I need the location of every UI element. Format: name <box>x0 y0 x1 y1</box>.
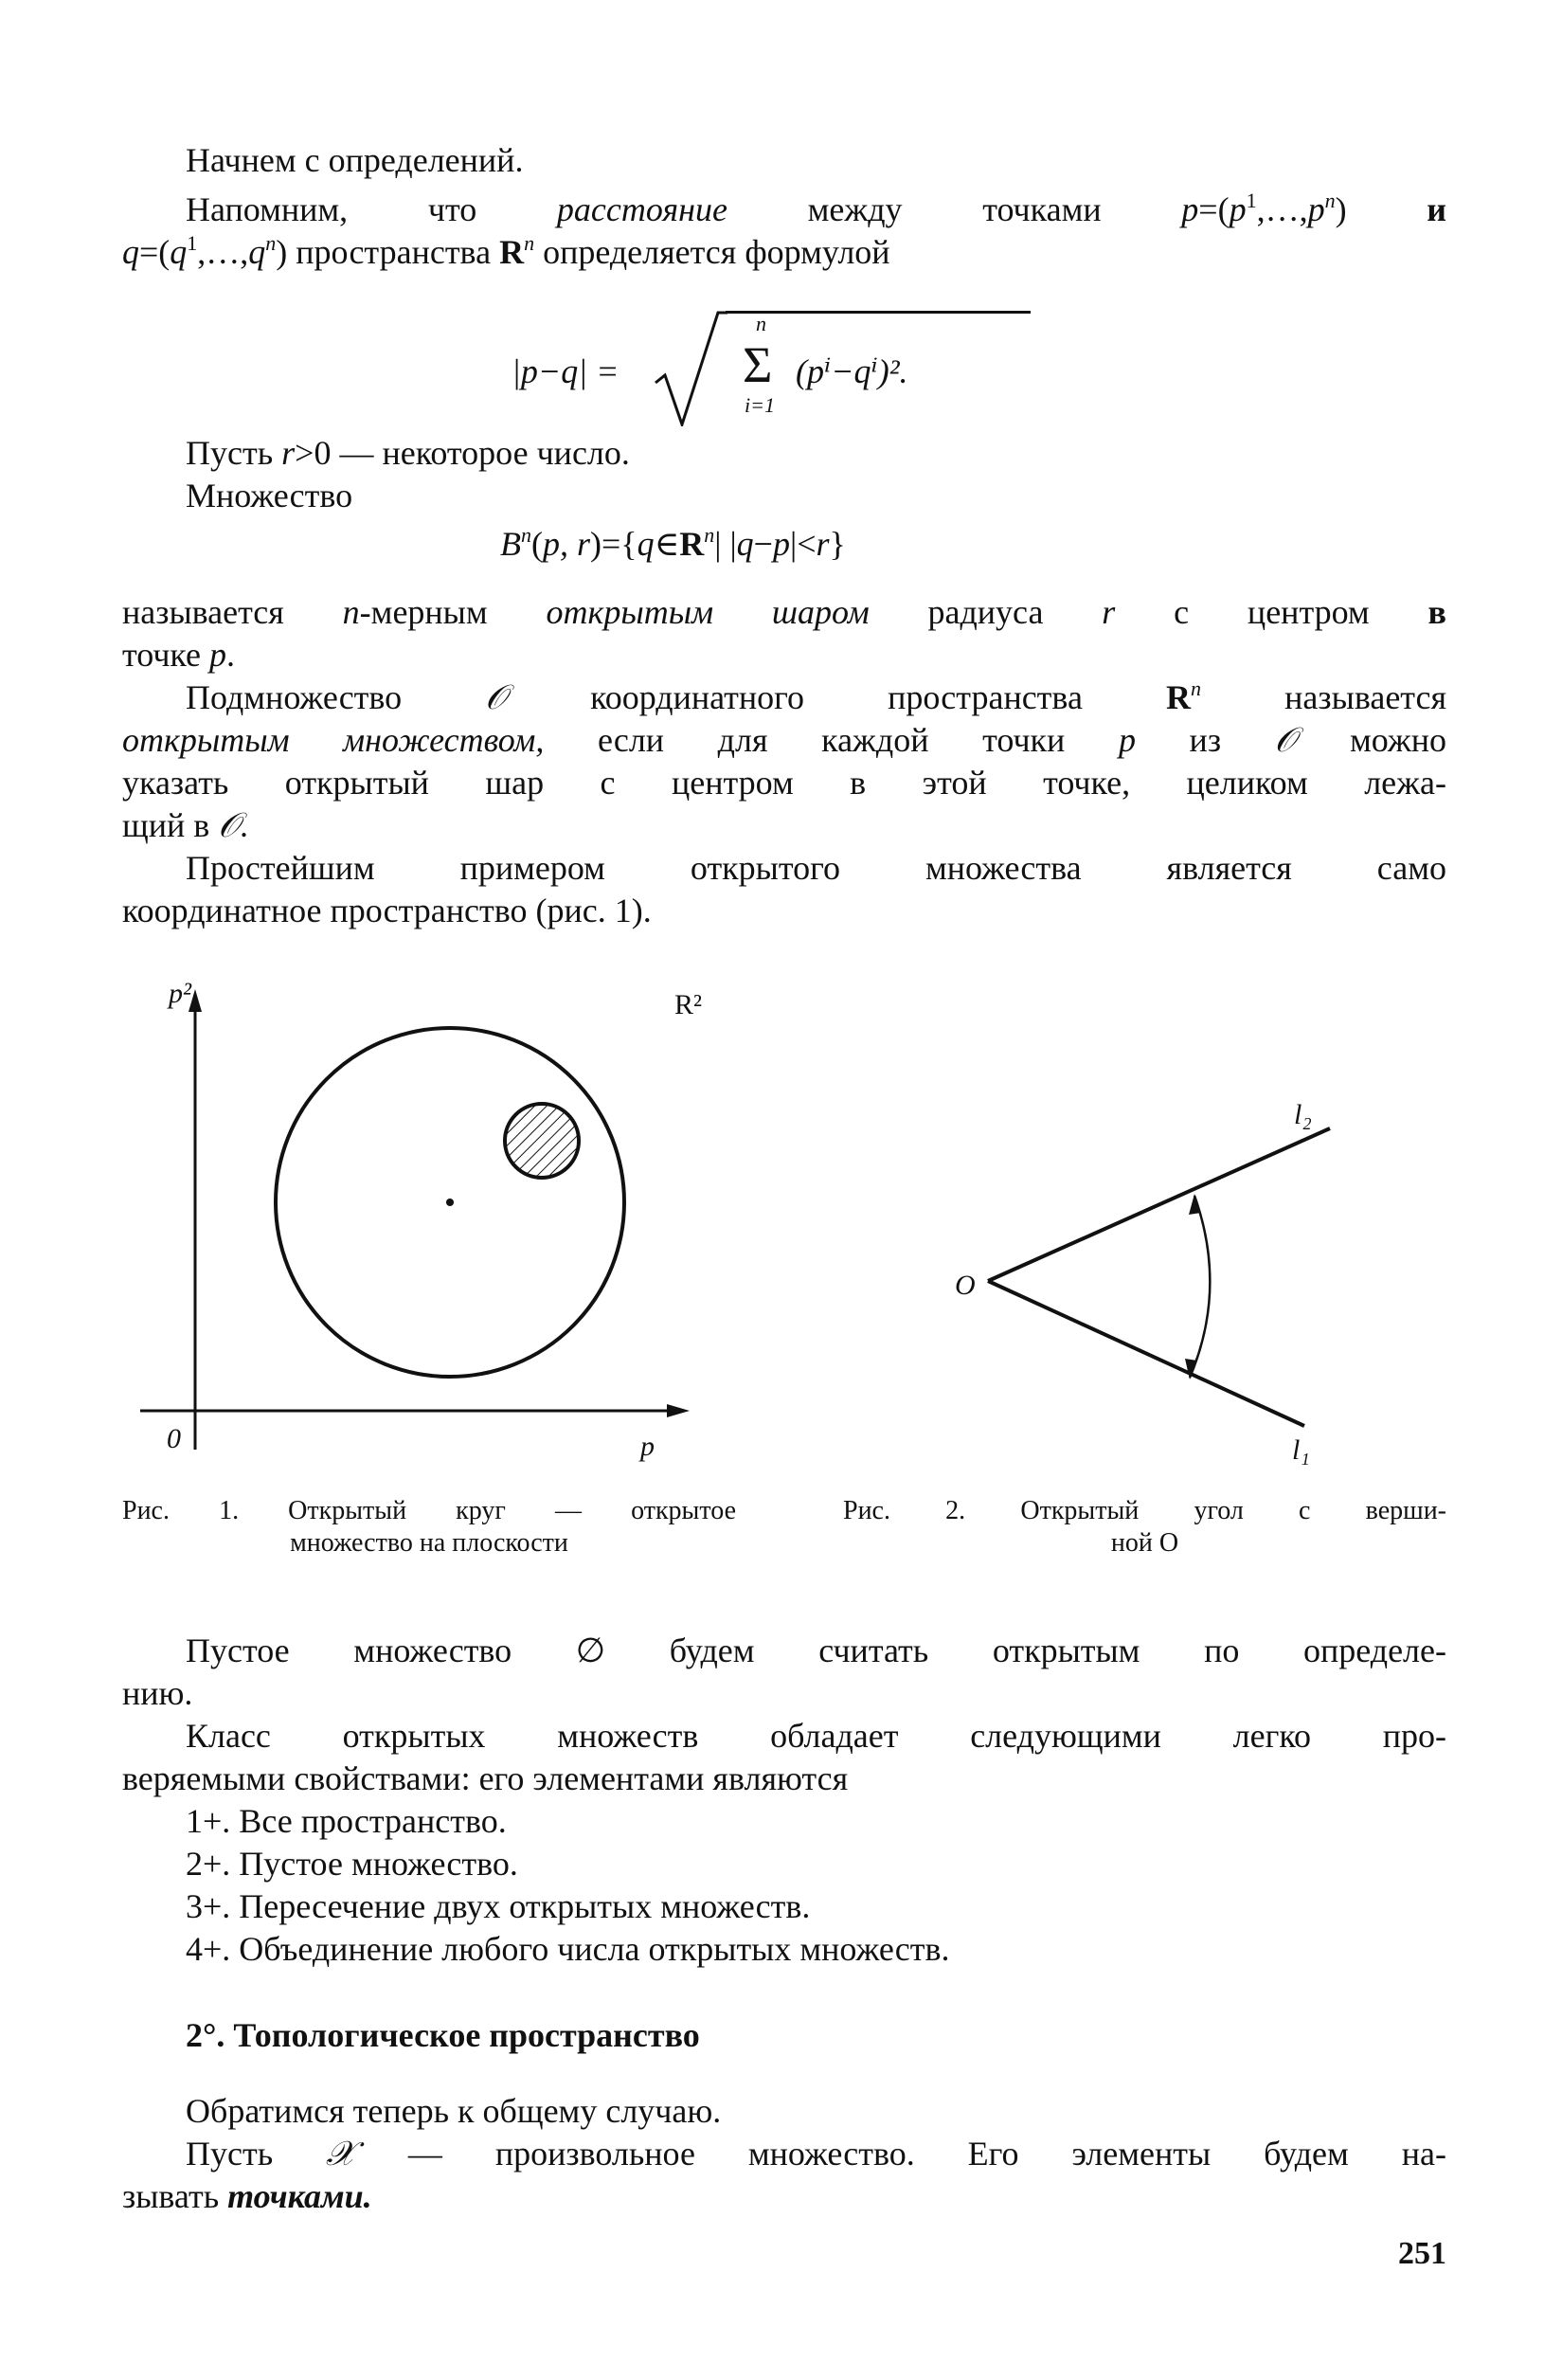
text-segment: =( <box>139 233 171 271</box>
text-segment: 2+. Пустое множество. <box>186 1845 518 1883</box>
text-segment: 1 <box>1246 189 1257 212</box>
formula-segment: r <box>816 525 830 563</box>
text-segment: . <box>239 806 248 844</box>
text-segment: 3+. Пересечение двух открытых множеств. <box>186 1887 811 1925</box>
text-segment: открытым множеством, <box>122 721 545 759</box>
text-segment: 1+. Все пространство. <box>186 1802 507 1840</box>
ray-l1 <box>988 1281 1304 1426</box>
y-axis-label: p² <box>169 978 191 1009</box>
text-segment: R <box>1166 678 1192 716</box>
text-segment: p <box>1229 190 1247 228</box>
text-segment: 4+. Объединение любого числа открытых множеств. <box>186 1930 950 1968</box>
text-segment: R <box>499 233 525 271</box>
text-segment: -мерным <box>359 593 547 631</box>
text-segment: расстояние <box>556 190 727 228</box>
vertex-label: O <box>955 1270 976 1301</box>
caption-1-line-1: Рис. 1. Открытый круг — открытое <box>122 1496 736 1525</box>
text-segment: щий в <box>122 806 219 844</box>
text-segment: p <box>1118 721 1136 759</box>
text-segment: Начнем с определений. <box>186 141 524 179</box>
arc-arrow-up-icon <box>1189 1194 1201 1215</box>
text-segment: n <box>524 231 535 255</box>
text-segment: с центром <box>1115 593 1428 631</box>
formula-segment: ( <box>531 525 543 563</box>
text-segment: 𝒳 <box>326 2135 356 2173</box>
angle-arc <box>1190 1196 1210 1378</box>
text-segment: q <box>248 233 266 271</box>
page-number: 251 <box>1398 2236 1446 2271</box>
text-segment: — произвольное множество. Его элементы будем на- <box>355 2135 1446 2173</box>
formula-segment: n <box>521 523 531 547</box>
sum-body: (pⁱ−qⁱ)². <box>796 352 908 390</box>
text-segment: точками. <box>227 2177 372 2215</box>
text-segment: r <box>281 434 296 472</box>
text-segment: указать открытый шар с центром в этой точке, целиком лежа- <box>122 764 1446 802</box>
text-segment: определяется формулой <box>534 233 890 271</box>
text-segment: зывать <box>122 2177 228 2215</box>
text-segment: Класс открытых множеств обладает следующими легко про- <box>186 1717 1446 1755</box>
figure-1-caption <box>122 1495 736 1560</box>
text-segment: =( <box>1198 190 1230 228</box>
text-segment: называется <box>1201 678 1447 716</box>
text-segment: ) пространства <box>276 233 500 271</box>
caption-1-line-2: множество на плоскости <box>290 1528 568 1558</box>
text-segment: координатного пространства <box>506 678 1167 716</box>
text-segment: ) <box>1335 190 1427 228</box>
x-axis-label: p <box>640 1431 655 1462</box>
text-segment: Пусть <box>186 2135 327 2173</box>
sum-sign: Σ <box>743 336 773 393</box>
text-segment: ,…, <box>197 233 249 271</box>
hatched-small-ball <box>505 1104 579 1178</box>
text-segment: нию. <box>122 1674 193 1712</box>
text-segment: q <box>122 233 139 271</box>
text-segment: p <box>209 636 227 674</box>
formula-segment: R <box>679 525 705 563</box>
formula-segment: n <box>704 523 715 547</box>
text-segment: p <box>1307 190 1325 228</box>
text-segment: открытым шаром <box>546 593 870 631</box>
text-segment: из <box>1135 721 1275 759</box>
text-segment: Множество <box>186 477 353 514</box>
ray2-label: l₂ <box>1294 1099 1312 1130</box>
text-segment: веряемыми свойствами: его элементами являются <box>122 1759 849 1797</box>
caption-2-line-1: Рис. 2. Открытый угол с верши- <box>843 1496 1446 1525</box>
formula-segment: |< <box>789 525 817 563</box>
text-segment: Простейшим примером открытого множества является само <box>186 849 1446 887</box>
formula-lhs: |p−q| = <box>512 352 619 390</box>
text-segment: 2°. Топологическое пространство <box>186 2016 700 2054</box>
text-segment: Обратимся теперь к общему случаю. <box>186 2092 722 2130</box>
caption-2-line-2: ной O <box>1110 1528 1179 1558</box>
origin-label: 0 <box>167 1423 181 1454</box>
text-segment: радиуса <box>869 593 1103 631</box>
formula-segment: q <box>736 525 754 563</box>
center-dot <box>446 1199 454 1206</box>
text-segment: в <box>1427 593 1446 631</box>
formula-segment: − <box>753 525 773 563</box>
text-segment: Напомним, что <box>186 190 557 228</box>
figure-2-open-angle <box>955 1099 1330 1466</box>
sum-upper: n <box>756 312 766 335</box>
text-segment: n <box>265 231 277 255</box>
text-segment: Пустое множество ∅ будем считать открытым по определе- <box>186 1632 1446 1669</box>
formula-segment: q <box>637 525 655 563</box>
text-segment: 𝒪 <box>1274 721 1297 759</box>
text-segment: r <box>1102 593 1116 631</box>
text-segment: n <box>1191 676 1202 700</box>
text-segment: n <box>1324 189 1336 212</box>
formula-segment: | | <box>714 525 737 563</box>
text-segment: Пусть <box>186 434 282 472</box>
sum-lower: i=1 <box>745 393 775 417</box>
space-label: R² <box>674 989 703 1020</box>
text-segment: ,…, <box>1256 190 1308 228</box>
ray-l2 <box>988 1128 1330 1281</box>
text-segment: можно <box>1296 721 1446 759</box>
figure-1-open-disk <box>140 978 702 1462</box>
formula-segment: } <box>829 525 846 563</box>
formula-segment: p, r <box>543 525 591 563</box>
text-segment: >0 — некоторое число. <box>295 434 630 472</box>
text-segment: если для каждой точки <box>544 721 1119 759</box>
text-segment: 1 <box>187 231 198 255</box>
ray1-label: l₁ <box>1292 1434 1310 1466</box>
text-segment: Подмножество <box>186 678 486 716</box>
formula-segment: B <box>500 525 521 563</box>
text-segment: называется <box>122 593 343 631</box>
text-segment: между точками <box>727 190 1182 228</box>
figure-2-caption <box>843 1495 1446 1560</box>
formula-segment: p <box>772 525 790 563</box>
text-segment: q <box>170 233 188 271</box>
text-segment: координатное пространство (рис. 1). <box>122 892 652 929</box>
formula-segment: ∈ <box>654 525 680 563</box>
text-segment: 𝒪 <box>218 806 240 844</box>
text-segment: точке <box>122 636 210 674</box>
formula-segment: )={ <box>590 525 637 563</box>
text-segment: 𝒪 <box>485 678 507 716</box>
text-segment: . <box>226 636 236 674</box>
text-segment: и <box>1427 190 1446 228</box>
x-axis-arrow-icon <box>667 1404 690 1417</box>
text-segment: n <box>342 593 360 631</box>
text-segment: p <box>1181 190 1199 228</box>
